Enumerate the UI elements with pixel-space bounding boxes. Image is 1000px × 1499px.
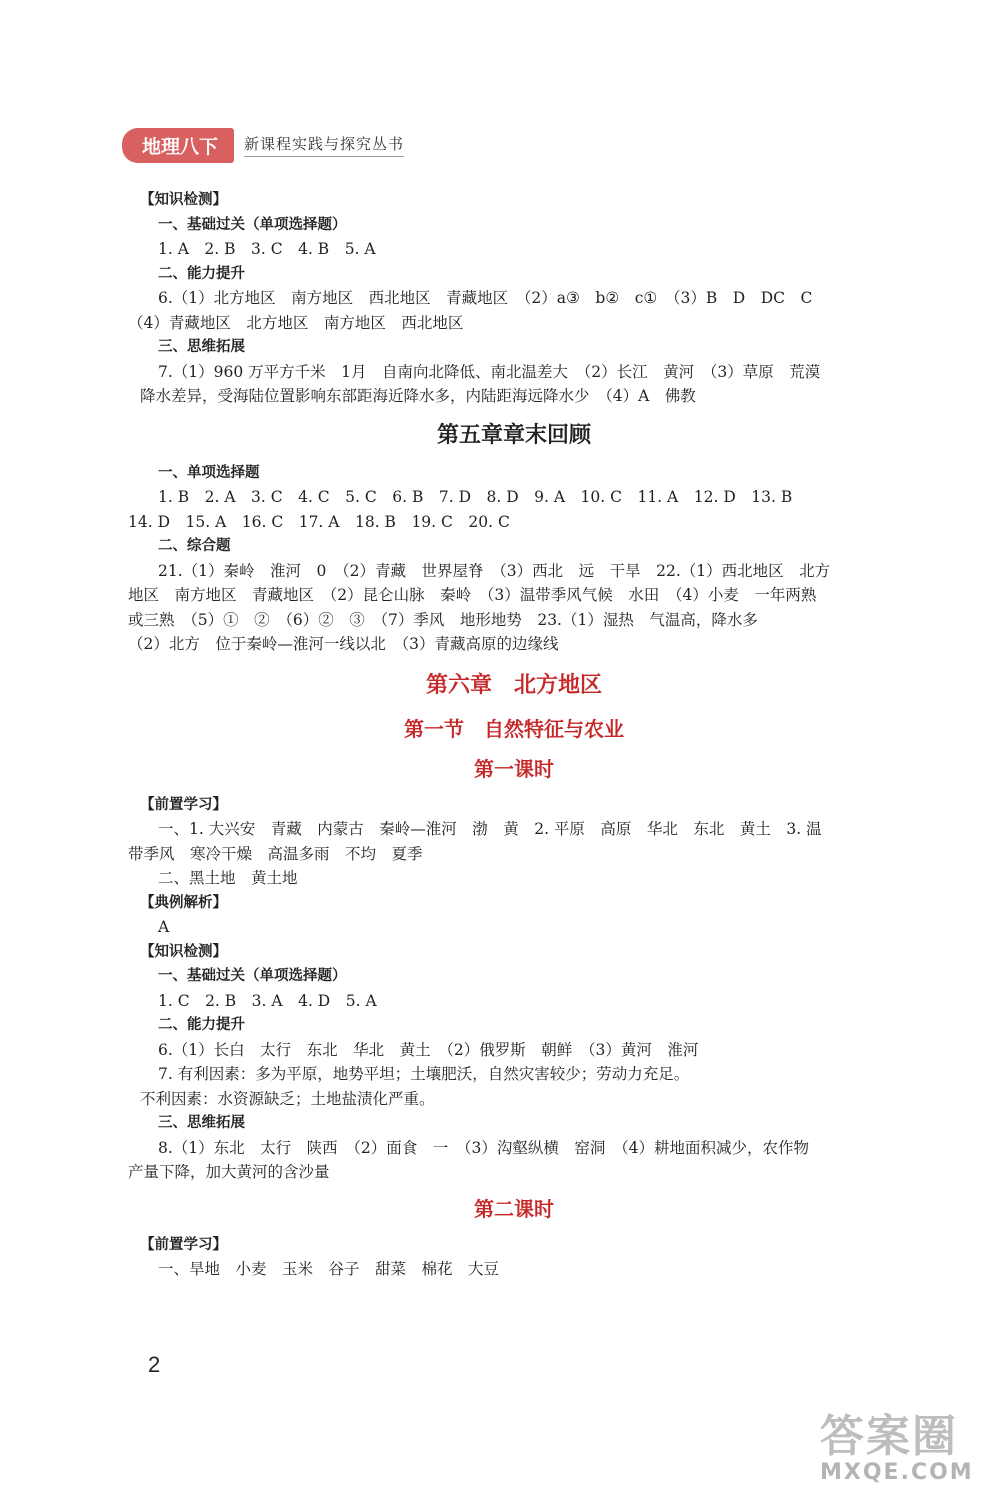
watermark-logo	[820, 1400, 990, 1492]
answer-line: 降水差异，受海陆位置影响东部距海近降水多，内陆距海远降水少 （4）A 佛教	[140, 387, 696, 405]
answer-line: 7. 有利因素：多为平原，地势平坦；土壤肥沃，自然灾害较少；劳动力充足。	[158, 1065, 690, 1083]
section-title: 第一节 自然特征与农业	[404, 716, 624, 741]
answer-line: 6.（1）北方地区 南方地区 西北地区 青藏地区 （2）a③ b② c① （3）B D DC C	[158, 289, 813, 307]
answer-line: 7.（1）960 万平方千米 1月 自南向北降低、南北温差大 （2）长江 黄河 （3）草原 荒漠	[158, 362, 821, 381]
question-heading: 二、综合题	[158, 538, 231, 554]
section-tag: 【典例解析】	[140, 894, 227, 911]
answer-line: 8.（1）东北 太行 陕西 （2）面食 一 （3）沟壑纵横 窑洞 （4）耕地面积减少，农作物	[158, 1138, 809, 1157]
section-tag: 【前置学习】	[140, 1236, 227, 1253]
watermark-url: MXQE.COM	[820, 1460, 974, 1485]
answer-line: 一、旱地 小麦 玉米 谷子 甜菜 棉花 大豆	[158, 1260, 500, 1278]
page-number: 2	[148, 1352, 161, 1377]
answer-line: （2）北方 位于秦岭—淮河一线以北 （3）青藏高原的边缘线	[128, 635, 559, 653]
chapter-title: 第六章 北方地区	[425, 672, 602, 698]
answer-line: 1. B 2. A 3. C 4. C 5. C 6. B 7. D 8. D 9. A 10. C 11. A 12. D 13. B	[158, 488, 793, 506]
answer-line: 地区 南方地区 青藏地区 （2）昆仑山脉 秦岭 （3）温带季风气候 水田 （4）小麦 一年两熟	[128, 586, 817, 604]
answer-line: 产量下降，加大黄河的含沙量	[128, 1163, 330, 1181]
answer-line: A	[158, 918, 170, 936]
question-heading: 一、基础过关（单项选择题）	[158, 216, 347, 233]
answer-line: （4）青藏地区 北方地区 南方地区 西北地区	[128, 313, 464, 332]
section-tag: 【知识检测】	[140, 192, 227, 208]
chapter-review-title: 第五章章末回顾	[436, 422, 591, 448]
answer-line: 不利因素：水资源缺乏；土地盐渍化严重。	[140, 1089, 435, 1108]
answer-line: 带季风 寒冷干燥 高温多雨 不均 夏季	[128, 844, 423, 863]
section-tag: 【前置学习】	[140, 796, 227, 813]
page-header	[122, 128, 404, 162]
subject-badge: 地理八下	[122, 128, 234, 163]
answer-line: 二、黑土地 黄土地	[158, 869, 298, 887]
watermark-text: 答案圈	[820, 1411, 958, 1462]
question-heading: 一、基础过关（单项选择题）	[158, 968, 347, 984]
answer-line: 1. A 2. B 3. C 4. B 5. A	[158, 240, 376, 258]
section-tag: 【知识检测】	[140, 943, 227, 960]
answer-line: 6.（1）长白 太行 东北 华北 黄土 （2）俄罗斯 朝鲜 （3）黄河 淮河	[158, 1040, 699, 1059]
answer-line: 14. D 15. A 16. C 17. A 18. B 19. C 20. C	[128, 512, 510, 531]
answer-line: 一、1. 大兴安 青藏 内蒙古 秦岭—淮河 渤 黄 2. 平原 高原 华北 东北 黄土 3. 温	[158, 820, 822, 838]
question-heading: 三、思维拓展	[158, 339, 245, 355]
question-heading: 二、能力提升	[158, 1017, 245, 1033]
lesson-title: 第二课时	[474, 1196, 554, 1221]
question-heading: 三、思维拓展	[158, 1115, 245, 1131]
lesson-title: 第一课时	[474, 756, 554, 781]
series-title: 新课程实践与探究丛书	[244, 133, 404, 157]
answer-line: 1. C 2. B 3. A 4. D 5. A	[158, 991, 377, 1010]
question-heading: 一、单项选择题	[158, 464, 260, 481]
answer-line: 21.（1）秦岭 淮河 0 （2）青藏 世界屋脊 （3）西北 远 干旱 22.（1）西北地区 北方	[158, 561, 831, 580]
answer-line: 或三熟 （5）① ② （6）② ③ （7）季风 地形地势 23.（1）湿热 气温高，降水多	[128, 610, 758, 629]
answer-content	[128, 188, 900, 1282]
question-heading: 二、能力提升	[158, 265, 245, 282]
